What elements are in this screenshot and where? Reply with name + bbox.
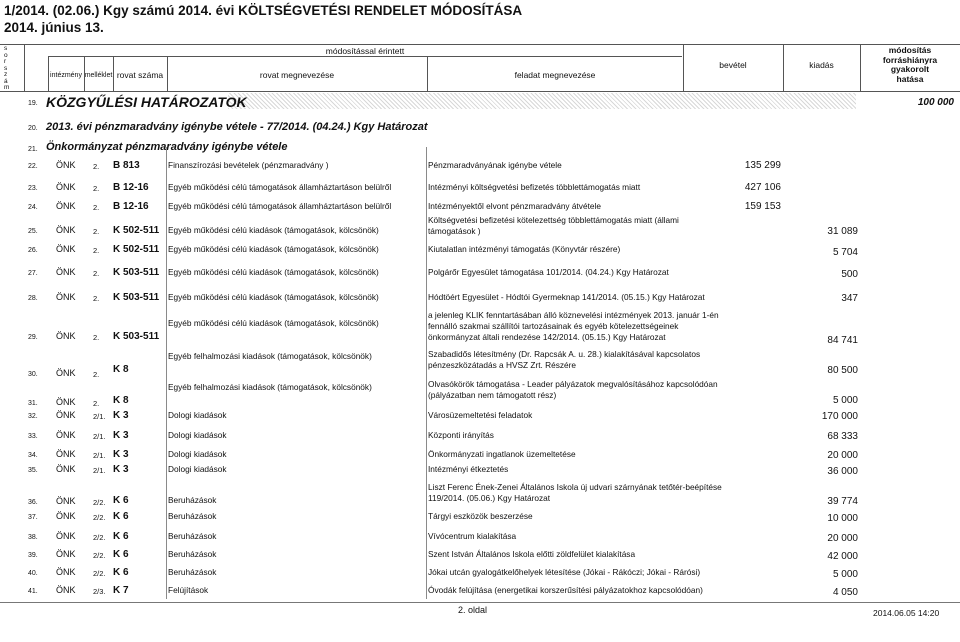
cell-melleklet: 2. [93, 294, 100, 303]
cell-rovat: B 813 [113, 160, 140, 171]
cell-melleklet: 2/1. [93, 432, 106, 441]
cell-rovat-nev: Beruházások [168, 495, 217, 505]
cell-rovat: K 7 [113, 585, 129, 596]
row-number: 19. [28, 100, 38, 107]
cell-rovat-nev: Dologi kiadások [168, 449, 227, 459]
cell-rovat-nev: Egyéb működési célú kiadások (támogatások, kölcsönök) [168, 244, 379, 254]
cell-rovat-nev: Felújítások [168, 585, 209, 595]
cell-melleklet: 2/1. [93, 451, 106, 460]
cell-feladat: Jókai utcán gyalogátkelőhelyek létesítése (Jókai - Rákóczi; Jókai - Rárósi) [428, 567, 701, 577]
cell-feladat-line1: Liszt Ferenc Ének-Zenei Általános Iskola új udvari szárnyának tetőtér-beépítése [428, 482, 722, 492]
cell-intezmeny: ÖNK [56, 267, 76, 277]
cell-melleklet: 2/3. [93, 587, 106, 596]
cell-rovat: B 12-16 [113, 182, 149, 193]
cell-feladat-line1: a jelenleg KLIK fenntartásában álló köznevelési intézmények 2013. január 1-én [428, 310, 719, 320]
cell-kiadas: 68 333 [827, 431, 858, 442]
cell-feladat: Pénzmaradványának igénybe vétele [428, 160, 562, 170]
cell-kiadas: 347 [841, 293, 858, 304]
cell-rovat: K 6 [113, 511, 129, 522]
header-rovat-megnevezese: rovat megnevezése [259, 70, 335, 80]
cell-rovat: K 6 [113, 567, 129, 578]
cell-feladat: Tárgyi eszközök beszerzése [428, 511, 533, 521]
row-number: 26. [28, 247, 38, 254]
cell-feladat: Vívócentrum kialakítása [428, 531, 517, 541]
cell-rovat: B 12-16 [113, 201, 149, 212]
row-number: 31. [28, 400, 38, 407]
cell-intezmeny: ÖNK [56, 244, 76, 254]
cell-rovat-nev: Egyéb működési célú támogatások államháztartáson belülről [168, 201, 392, 211]
col-divider [24, 44, 25, 92]
row-number: 22. [28, 163, 38, 170]
cell-melleklet: 2/1. [93, 466, 106, 475]
row-number: 39. [28, 552, 38, 559]
document-title: 1/2014. (02.06.) Kgy számú 2014. évi KÖLTSÉGVETÉSI RENDELET MÓDOSÍTÁSA [4, 3, 523, 18]
header-feladat-megnevezese: feladat megnevezése [514, 70, 596, 80]
header-modositas-hatasa: módosítás forráshiányra gyakorolt hatása [882, 45, 938, 84]
header-sub-border [48, 56, 682, 57]
cell-rovat-nev: Egyéb felhalmozási kiadások (támogatások, kölcsönök) [168, 382, 372, 392]
cell-intezmeny: ÖNK [56, 331, 76, 341]
row-number: 34. [28, 452, 38, 459]
row-number: 23. [28, 185, 38, 192]
cell-melleklet: 2. [93, 269, 100, 278]
cell-kiadas: 20 000 [827, 533, 858, 544]
cell-kiadas: 4 050 [832, 587, 858, 598]
row-number: 21. [28, 146, 38, 153]
cell-rovat: K 503-511 [113, 292, 160, 303]
cell-kiadas: 500 [841, 269, 858, 280]
cell-kiadas: 10 000 [827, 513, 858, 524]
cell-rovat: K 8 [113, 364, 129, 375]
cell-melleklet: 2. [93, 333, 100, 342]
cell-rovat: K 503-511 [113, 331, 160, 342]
cell-feladat: Óvodák felújítása (energetikai korszerűsítési pályázatokhoz kapcsolódóan) [428, 585, 703, 595]
cell-intezmeny: ÖNK [56, 225, 76, 235]
row-number: 40. [28, 570, 38, 577]
row-number: 20. [28, 125, 38, 132]
cell-rovat: K 3 [113, 449, 129, 460]
cell-intezmeny: ÖNK [56, 397, 76, 407]
section-title: 2013. évi pénzmaradvány igénybe vétele - 77/2014. (04.24.) Kgy Határozat [46, 121, 428, 133]
cell-bevetel: 159 153 [744, 201, 781, 212]
cell-feladat-line2: 119/2014. (05.06.) Kgy Határozat [428, 493, 551, 503]
cell-rovat-nev: Finanszírozási bevételek (pénzmaradvány ) [168, 160, 329, 170]
row-number: 33. [28, 433, 38, 440]
row-number: 41. [28, 588, 38, 595]
cell-rovat-nev: Egyéb működési célú támogatások államháztartáson belülről [168, 182, 392, 192]
header-intezmeny: intézmény [50, 72, 82, 79]
cell-feladat: Önkormányzati ingatlanok üzemeltetése [428, 449, 576, 459]
cell-feladat-line1: Költségvetési befizetési kötelezettség többlettámogatás miatt (állami [428, 215, 679, 225]
cell-feladat-line3: önkormányzat általi rendezése 142/2014. (05.15.) Kgy Határozat [428, 332, 666, 342]
cell-melleklet: 2. [93, 399, 100, 408]
header-kiadas: kiadás [809, 60, 834, 70]
cell-feladat: Központi irányítás [428, 430, 494, 440]
cell-kiadas: 31 089 [827, 226, 858, 237]
cell-melleklet: 2/2. [93, 498, 106, 507]
cell-intezmeny: ÖNK [56, 430, 76, 440]
cell-feladat: Polgárőr Egyesület támogatása 101/2014. (04.24.) Kgy Határozat [428, 267, 669, 277]
cell-kiadas: 84 741 [827, 335, 858, 346]
cell-intezmeny: ÖNK [56, 182, 76, 192]
cell-rovat-nev: Dologi kiadások [168, 464, 227, 474]
cell-rovat: K 6 [113, 531, 129, 542]
cell-kiadas: 36 000 [827, 466, 858, 477]
cell-feladat-line2: fennálló szakmai szállítói tartozásainak és egyéb kötelezettségeinek [428, 321, 679, 331]
cell-intezmeny: ÖNK [56, 549, 76, 559]
cell-kiadas: 170 000 [821, 411, 858, 422]
cell-melleklet: 2. [93, 203, 100, 212]
cell-rovat-nev: Beruházások [168, 549, 217, 559]
cell-melleklet: 2/2. [93, 551, 106, 560]
cell-melleklet: 2/2. [93, 513, 106, 522]
footer-divider [0, 602, 960, 603]
row-number: 29. [28, 334, 38, 341]
document-date: 2014. június 13. [4, 20, 104, 35]
cell-intezmeny: ÖNK [56, 496, 76, 506]
cell-rovat-nev: Egyéb felhalmozási kiadások (támogatások, kölcsönök) [168, 351, 372, 361]
cell-melleklet: 2/2. [93, 569, 106, 578]
cell-rovat: K 3 [113, 410, 129, 421]
cell-feladat-line2: (pályázatban nem támogatott rész) [428, 390, 557, 400]
cell-intezmeny: ÖNK [56, 449, 76, 459]
row-number: 32. [28, 413, 38, 420]
header-melleklet: melléklet [84, 72, 113, 79]
cell-rovat: K 6 [113, 549, 129, 560]
cell-kiadas: 42 000 [827, 551, 858, 562]
cell-intezmeny: ÖNK [56, 531, 76, 541]
cell-intezmeny: ÖNK [56, 160, 76, 170]
col-rule [426, 147, 427, 599]
cell-rovat-nev: Dologi kiadások [168, 410, 227, 420]
cell-melleklet: 2/1. [93, 412, 106, 421]
col-rule [166, 147, 167, 599]
cell-feladat: Intézményektől elvont pénzmaradvány átvétele [428, 201, 601, 211]
cell-intezmeny: ÖNK [56, 292, 76, 302]
header-top-border [0, 44, 960, 45]
section-title: KÖZGYŰLÉSI HATÁROZATOK [46, 94, 247, 110]
page-number: 2. oldal [458, 605, 488, 615]
cell-feladat-line1: Szabadidős létesítmény (Dr. Rapcsák A. u. 28.) kialakításával kapcsolatos [428, 349, 701, 359]
row-number: 27. [28, 270, 38, 277]
cell-feladat: Intézményi étkeztetés [428, 464, 509, 474]
cell-rovat: K 502-511 [113, 225, 160, 236]
cell-rovat-nev: Egyéb működési célú kiadások (támogatások, kölcsönök) [168, 318, 379, 328]
cell-rovat-nev: Egyéb működési célú kiadások (támogatások, kölcsönök) [168, 292, 379, 302]
cell-rovat-nev: Egyéb működési célú kiadások (támogatások, kölcsönök) [168, 225, 379, 235]
cell-rovat-nev: Beruházások [168, 567, 217, 577]
row-number: 36. [28, 499, 38, 506]
cell-intezmeny: ÖNK [56, 567, 76, 577]
cell-intezmeny: ÖNK [56, 511, 76, 521]
cell-rovat: K 3 [113, 464, 129, 475]
row-number: 35. [28, 467, 38, 474]
cell-kiadas: 80 500 [827, 365, 858, 376]
cell-melleklet: 2. [93, 370, 100, 379]
cell-feladat: Kiutalatlan intézményi támogatás (Könyvtár részére) [428, 244, 621, 254]
cell-feladat-line2: támogatások ) [428, 226, 481, 236]
sorszam-vertical-label: s o r s z á m [4, 45, 10, 91]
cell-intezmeny: ÖNK [56, 464, 76, 474]
cell-intezmeny: ÖNK [56, 201, 76, 211]
cell-intezmeny: ÖNK [56, 410, 76, 420]
cell-feladat-line2: pénzeszközátadás a HVSZ Zrt. Részére [428, 360, 577, 370]
cell-melleklet: 2. [93, 184, 100, 193]
row-number: 30. [28, 371, 38, 378]
header-modositassal-erintett: módosítással érintett [325, 46, 405, 56]
print-timestamp: 2014.06.05 14:20 [873, 608, 940, 618]
cell-rovat: K 503-511 [113, 267, 160, 278]
cell-feladat: Intézményi költségvetési befizetés többlettámogatás miatt [428, 182, 641, 192]
cell-bevetel: 135 299 [744, 160, 781, 171]
row-number: 24. [28, 204, 38, 211]
row-number: 38. [28, 534, 38, 541]
cell-rovat: K 8 [113, 395, 129, 406]
hatched-band [228, 93, 856, 109]
cell-intezmeny: ÖNK [56, 585, 76, 595]
cell-kiadas: 5 000 [832, 395, 858, 406]
row-number: 37. [28, 514, 38, 521]
cell-rovat: K 502-511 [113, 244, 160, 255]
cell-melleklet: 2. [93, 162, 100, 171]
header-rovat-szama: rovat száma [116, 70, 164, 80]
row-number: 25. [28, 228, 38, 235]
cell-feladat-line1: Olvasókörök támogatása - Leader pályázatok megvalósításához kapcsolódóan [428, 379, 718, 389]
section-total-value: 100 000 [917, 97, 954, 108]
cell-feladat: Hódtöért Egyesület - Hódtói Gyermeknap 141/2014. (05.15.) Kgy Határozat [428, 292, 705, 302]
cell-rovat-nev: Egyéb működési célú kiadások (támogatások, kölcsönök) [168, 267, 379, 277]
cell-rovat-nev: Beruházások [168, 511, 217, 521]
row-number: 28. [28, 295, 38, 302]
cell-rovat: K 6 [113, 495, 129, 506]
header-bevetel: bevétel [719, 60, 747, 70]
cell-rovat-nev: Dologi kiadások [168, 430, 227, 440]
cell-melleklet: 2. [93, 227, 100, 236]
cell-kiadas: 5 704 [832, 247, 858, 258]
cell-melleklet: 2. [93, 246, 100, 255]
header-bottom-border [0, 91, 960, 92]
cell-kiadas: 5 000 [832, 569, 858, 580]
cell-feladat: Városüzemeltetési feladatok [428, 410, 533, 420]
section-title: Önkormányzat pénzmaradvány igénybe vétele [46, 141, 288, 153]
cell-feladat: Szent István Általános Iskola előtti zöldfelület kialakítása [428, 549, 636, 559]
cell-melleklet: 2/2. [93, 533, 106, 542]
cell-intezmeny: ÖNK [56, 368, 76, 378]
cell-kiadas: 39 774 [827, 496, 858, 507]
cell-rovat-nev: Beruházások [168, 531, 217, 541]
cell-rovat: K 3 [113, 430, 129, 441]
cell-bevetel: 427 106 [744, 182, 781, 193]
cell-kiadas: 20 000 [827, 450, 858, 461]
